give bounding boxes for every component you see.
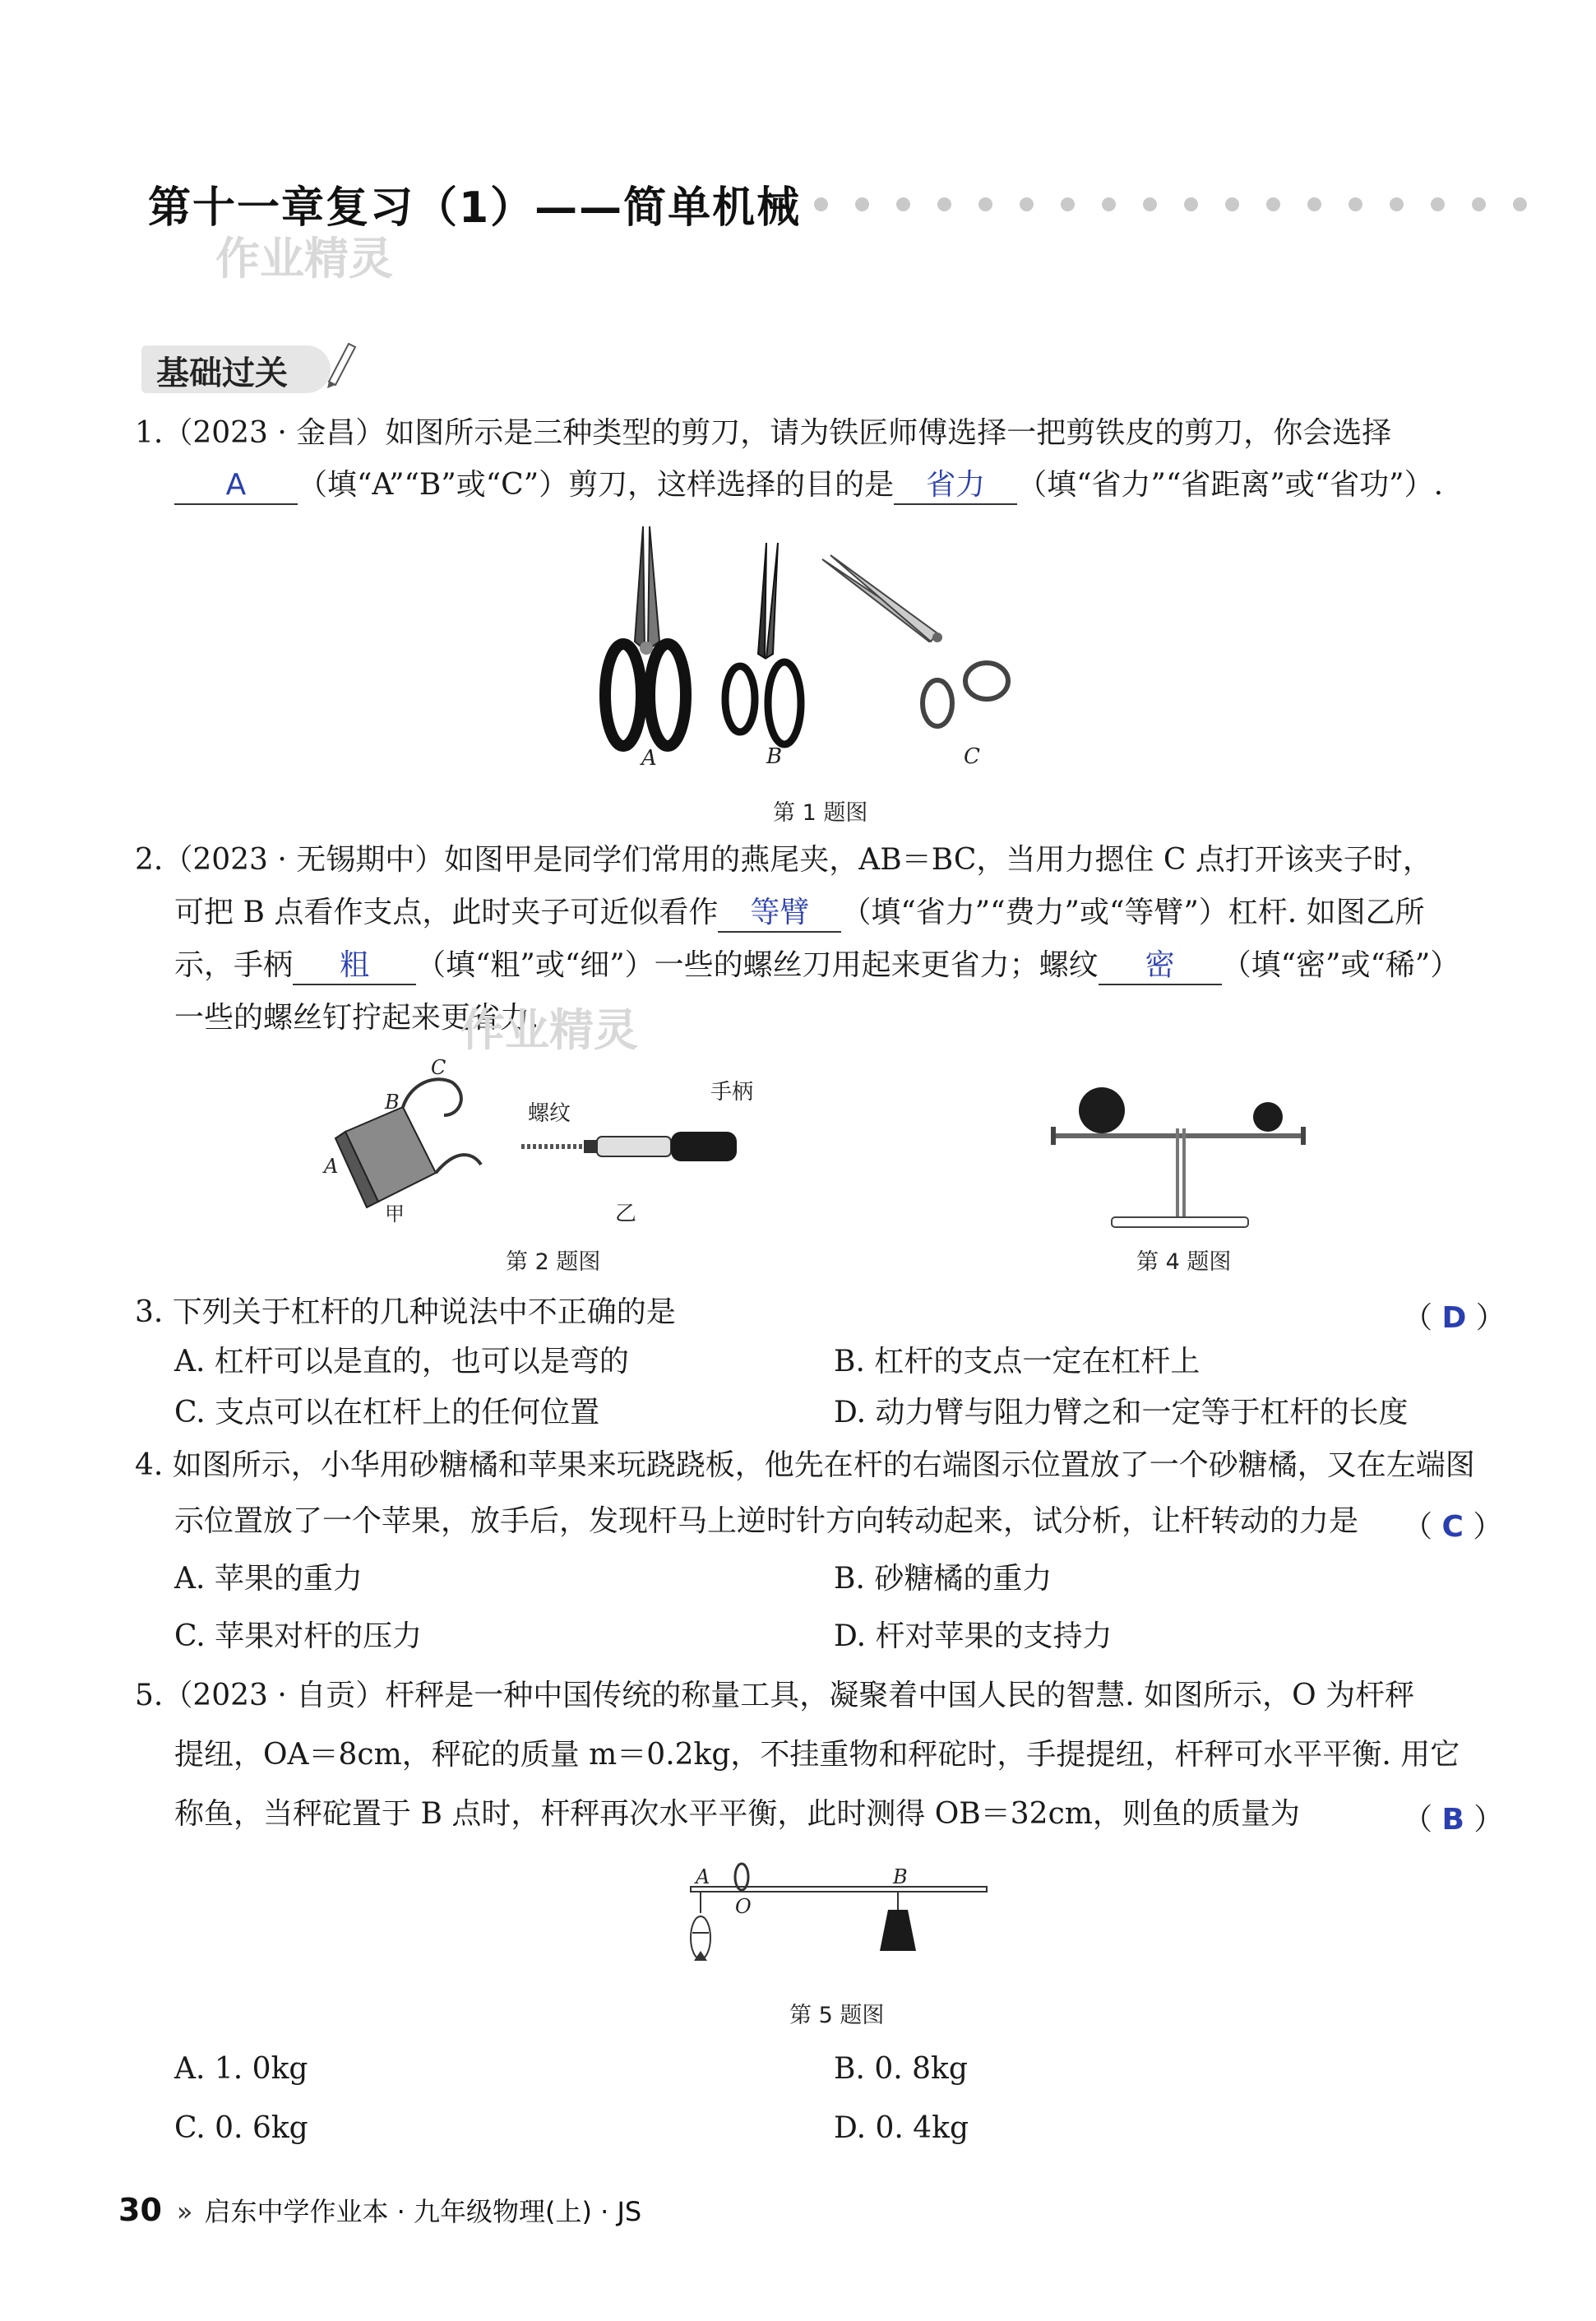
q1-blank-2: 省力 <box>894 467 1017 505</box>
q2-blank-2: 粗 <box>293 947 416 985</box>
q5-line2: 提纽，OA＝8cm，秤砣的质量 m＝0.2kg，不挂重物和秤砣时，手提提纽，杆秤可水平平衡. 用它 <box>174 1738 1460 1772</box>
q4-seesaw-figure <box>1036 1069 1332 1234</box>
q2-label-thread: 螺纹 <box>528 1101 571 1126</box>
q5-answer: B <box>1441 1803 1464 1837</box>
page-title: 第十一章复习（1）——简单机械 <box>148 183 802 233</box>
binder-clip-image <box>335 1079 481 1207</box>
chevron-right-icon: » <box>176 2196 193 2227</box>
q2-line4: 一些的螺丝钉拧起来更省力. <box>174 1001 539 1035</box>
q3-stem: 3. 下列关于杠杆的几种说法中不正确的是 <box>135 1295 676 1329</box>
q2-label-a: A <box>324 1155 339 1178</box>
screwdriver-image <box>521 1132 737 1161</box>
q3-option-c: C. 支点可以在杠杆上的任何位置 <box>174 1396 600 1429</box>
scissors-a-image <box>605 526 686 746</box>
q2-blank-1: 等臂 <box>718 895 841 933</box>
steelyard-weight-image <box>880 1910 916 1951</box>
q4-option-a: A. 苹果的重力 <box>174 1562 363 1596</box>
q2-label-yi: 乙 <box>615 1202 637 1226</box>
q2-label-jia: 甲 <box>385 1202 405 1225</box>
q3-answer-bracket: （ D ） <box>1403 1301 1506 1335</box>
q5-label-o: O <box>735 1895 752 1918</box>
fish-image <box>691 1916 710 1961</box>
orange-image <box>1253 1102 1283 1132</box>
q2-blank-3: 密 <box>1099 947 1222 985</box>
q3-answer: D <box>1441 1301 1467 1335</box>
page-footer <box>118 2191 641 2229</box>
section-badge <box>141 339 347 395</box>
q1-label-a: A <box>641 746 657 771</box>
scissors-b-image <box>725 543 801 744</box>
q3-option-b: B. 杠杆的支点一定在杠杆上 <box>834 1345 1200 1378</box>
q5-steelyard-figure <box>682 1859 995 1982</box>
q2-line1: 2.（2023 · 无锡期中）如图甲是同学们常用的燕尾夹，AB＝BC，当用力摁住 C 点打开该夹子时， <box>135 843 1432 877</box>
q2-label-b: B <box>385 1091 400 1114</box>
q4-answer-bracket: （ C ） <box>1403 1510 1503 1544</box>
q4-option-c: C. 苹果对杆的压力 <box>174 1619 423 1653</box>
q5-option-b: B. 0. 8kg <box>834 2052 968 2086</box>
q4-line2: 示位置放了一个苹果，放手后，发现杆马上逆时针方向转动起来，试分析，让杆转动的力是 <box>174 1504 1359 1538</box>
q1-line1: 1.（2023 · 金昌）如图所示是三种类型的剪刀，请为铁匠师傅选择一把剪铁皮的剪刀，你会选择 <box>135 416 1392 450</box>
q2-line2: 可把 B 点看作支点，此时夹子可近似看作 等臂 （填“省力”“费力”或“等臂”）杠杆. 如图乙所 <box>174 895 1425 933</box>
q1-blank-1: A <box>174 467 298 505</box>
q4-option-b: B. 砂糖橘的重力 <box>834 1562 1052 1596</box>
q4-line1: 4. 如图所示，小华用砂糖橘和苹果来玩跷跷板，他先在杆的右端图示位置放了一个砂糖橘，又在左端图 <box>135 1448 1475 1482</box>
q4-option-d: D. 杆对苹果的支持力 <box>834 1619 1113 1653</box>
q3-option-a: A. 杠杆可以是直的，也可以是弯的 <box>174 1345 629 1378</box>
q5-line1: 5.（2023 · 自贡）杆秤是一种中国传统的称量工具，凝聚着中国人民的智慧. 如图所示，O 为杆秤 <box>135 1679 1415 1712</box>
section-label: 基础过关 <box>156 354 288 392</box>
q1-caption: 第 1 题图 <box>773 800 868 826</box>
q2-caption: 第 2 题图 <box>506 1249 601 1275</box>
q5-option-d: D. 0. 4kg <box>834 2111 969 2145</box>
q2-label-c: C <box>431 1056 446 1079</box>
q2-label-handle: 手柄 <box>710 1080 754 1105</box>
scissors-c-image <box>822 555 1008 726</box>
q1-label-c: C <box>964 744 980 769</box>
q2-line3: 示，手柄 粗 （填“粗”或“细”）一些的螺丝刀用起来更省力；螺纹 密 （填“密”或“稀”） <box>174 947 1460 985</box>
q5-option-a: A. 1. 0kg <box>174 2052 308 2086</box>
q4-caption: 第 4 题图 <box>1136 1249 1232 1275</box>
page-number: 30 <box>118 2192 162 2228</box>
q1-scissors-figure <box>576 518 1069 781</box>
q5-answer-bracket: （ B ） <box>1403 1803 1504 1837</box>
watermark-2: 作业精灵 <box>460 1004 638 1056</box>
q5-option-c: C. 0. 6kg <box>174 2111 308 2145</box>
q5-label-b: B <box>893 1865 908 1888</box>
q5-line3: 称鱼，当秤砣置于 B 点时，杆秤再次水平平衡，此时测得 OB＝32cm，则鱼的质量为 <box>174 1797 1300 1831</box>
q1-line2: A （填“A”“B”或“C”）剪刀，这样选择的目的是 省力 （填“省力”“省距离”或“省功”）. <box>174 467 1443 505</box>
q5-caption: 第 5 题图 <box>789 2003 885 2028</box>
book-title: 启东中学作业本 · 九年级物理(上) · JS <box>204 2196 642 2227</box>
apple-image <box>1079 1087 1125 1133</box>
title-dots-divider <box>814 197 1554 211</box>
q4-answer: C <box>1441 1510 1464 1544</box>
q2-figure <box>312 1049 789 1230</box>
watermark: 作业精灵 <box>215 233 393 285</box>
q3-option-d: D. 动力臂与阻力臂之和一定等于杠杆的长度 <box>834 1396 1409 1429</box>
q5-label-a: A <box>696 1865 710 1888</box>
q1-label-b: B <box>766 744 783 769</box>
pencil-icon <box>324 339 357 388</box>
